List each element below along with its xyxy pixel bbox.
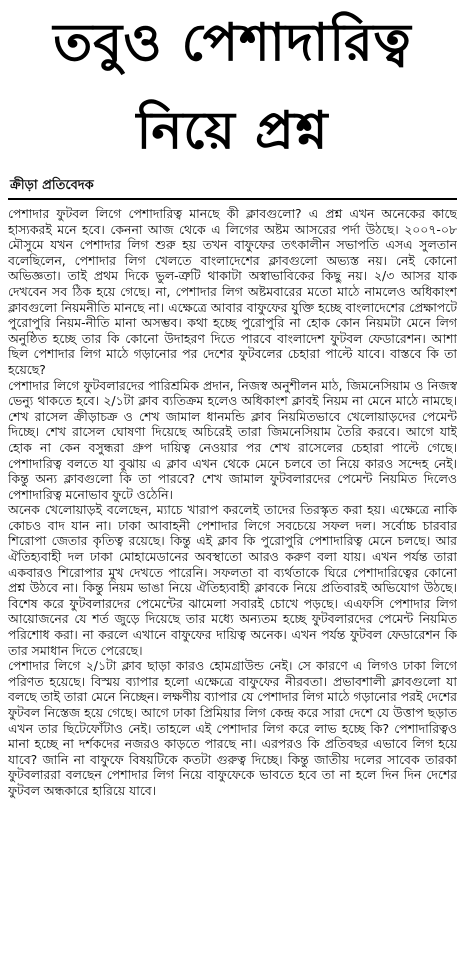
- headline-line-1: তবুও পেশাদারিত্ব: [53, 13, 412, 73]
- byline-divider: [8, 198, 457, 200]
- headline-line-2: নিয়ে প্রশ্ন: [136, 101, 329, 161]
- byline: ক্রীড়া প্রতিবেদক: [10, 178, 94, 193]
- paragraph: পেশাদার ফুটবল লিগে পেশাদারিত্ব মানছে কী ক্লাবগুলো? এ প্রশ্ন এখন অনেকের কাছে হাস্যকরই মনে হবে। কেননা আজ থেকে এ লিগের অষ্টম আসরের পর্দা উঠছে। ২০০৭-০৮ মৌসুমে যখন পেশাদার লিগ শুরু হয় তখন বাফুফের তৎকালীন সভাপতি এসএ সুলতান বলেছিলেন, পেশাদার লিগ খেলতে বাংলাদেশের ক্লাবগুলো অভ্যস্ত নয়। নেই কোনো অভিজ্ঞতা। তাই প্রথম দিকে ভুল-ত্রুটি থাকাটা অস্বাভাবিকের কিছু নয়। ২/৩ আসর যাক দেখবেন সব ঠিক হয়ে গেছে। না, পেশাদার লিগ অষ্টমবারের মতো মাঠে নামলেও অধিকাংশ ক্লাবগুলো নিয়মনীতি মানছে না। এক্ষেত্রে আবার বাফুফের যুক্তি হচ্ছে বাংলাদেশের প্রেক্ষাপটে পুরোপুরি নিয়ম-নীতি মানা অসম্ভব। কথা হচ্ছে পুরোপুরি না হোক কোন নিয়মটা মেনে লিগ অনুষ্ঠিত হচ্ছে তার কি কোনো উদাহরণ দিতে পারবে বাংলাদেশ ফুটবল ফেডারেশন। আশা ছিল পেশাদার লিগ মাঠে গড়ানোর পর দেশের ফুটবলের চেহারা পাল্টে যাবে। বাস্তবে কি তা হয়েছে?: [8, 206, 457, 377]
- article-body: [8, 206, 457, 948]
- paragraph: পেশাদার লিগে ২/১টা ক্লাব ছাড়া কারও হোমগ্রাউন্ড নেই। সে কারণে এ লিগও ঢাকা লিগে পরিণত হয়েছে। বিস্ময় ব্যাপার হলো এক্ষেত্রে বাফুফের নীরবতা। প্রভাবশালী ক্লাবগুলো যা বলছে তাই তারা মেনে নিচ্ছেন। লক্ষণীয় ব্যাপার যে পেশাদার লিগ মাঠে গড়ানোর পরই দেশের ফুটবল নিস্তেজ হয়ে গেছে। আগে ঢাকা প্রিমিয়ার লিগ কেন্দ্র করে সারা দেশে যে উত্তাপ ছড়াত এখন তার ছিটেফোঁটাও নেই। তাহলে এই পেশাদার লিগ করে লাভ হচ্ছে কি? পেশাদারিত্বও মানা হচ্ছে না দর্শকদের নজরও কাড়তে পারছে না। এরপরও কি প্রতিবছর এভাবে লিগ হয়ে যাবে? জানি না বাফুফে বিষয়টিকে কতটা গুরুত্ব দিচ্ছে। কিন্তু জাতীয় দলের সাবেক তারকা ফুটবলাররা বলছেন পেশাদার লিগ নিয়ে বাফুফেকে ভাবতে হবে তা না হলে দিন দিন দেশের ফুটবল অন্ধকারে হারিয়ে যাবে।: [8, 658, 457, 798]
- paragraph: পেশাদার লিগে ফুটবলারদের পারিশ্রমিক প্রদান, নিজস্ব অনুশীলন মাঠ, জিমনেসিয়াম ও নিজস্ব ভেন্যু থাকতে হবে। ২/১টা ক্লাব ব্যতিক্রম হলেও অধিকাংশ ক্লাবই নিয়ম না মেনে মাঠে নামছে। শেখ রাসেল ক্রীড়াচক্র ও শেখ জামাল ধানমন্ডি ক্লাব নিয়মিতভাবে খেলোয়াড়দের পেমেন্ট দিচ্ছে। শেখ রাসেল ঘোষণা দিয়েছে অচিরেই তারা জিমনেসিয়াম তৈরি করবে। আগে যাই হোক না কেন বসুন্ধরা গ্রুপ দায়িত্ব নেওয়ার পর শেখ রাসেলের চেহারা পাল্টে গেছে। পেশাদারিত্ব বলতে যা বুঝায় এ ক্লাব এখন থেকে মেনে চলবে তা নিয়ে কারও সন্দেহ নেই। কিন্তু অন্য ক্লাবগুলো কি তা পারবে? শেখ জামাল ফুটবলারদের পেমেন্ট নিয়মিত দিলেও পেশাদারিত্ব মনোভাব ফুটে ওঠেনি।: [8, 377, 457, 502]
- paragraph: অনেক খেলোয়াড়ই বলেছেন, ম্যাচে খারাপ করলেই তাদের তিরস্কৃত করা হয়। এক্ষেত্রে নাকি কোচও বাদ যান না। ঢাকা আবাহনী পেশাদার লিগে সবচেয়ে সফল দল। সর্বোচ্চ চারবার শিরোপা জেতার কৃতিত্ব রয়েছে। কিন্তু এই ক্লাব কি পুরোপুরি পেশাদারিত্ব মেনে চলছে। আর ঐতিহ্যবাহী দল ঢাকা মোহামেডানের অবস্থাতো আরও করুণ বলা যায়। এখন পর্যন্ত তারা একবারও শিরোপার মুখ দেখতে পারেনি। সফলতা বা ব্যর্থতাকে ঘিরে পেশাদারিত্বের কোনো প্রশ্ন উঠবে না। কিন্তু নিয়ম ভাঙা নিয়ে ঐতিহ্যবাহী ক্লাবকে নিয়ে প্রতিবারই অভিযোগ উঠছে। বিশেষ করে ফুটবলারদের পেমেন্টের ঝামেলা সবারই চোখে পড়ছে। এএফসি পেশাদার লিগ আয়োজনের যে শর্ত জুড়ে দিয়েছে তার মধ্যে অন্যতম হচ্ছে ফুটবলারদের পেমেন্ট নিয়মিত পরিশোধ করা। না করলে এখানে বাফুফের দায়িত্ব অনেক। এখন পর্যন্ত ফুটবল ফেডারেশন কি তার সমাধান দিতে পেরেছে।: [8, 502, 457, 658]
